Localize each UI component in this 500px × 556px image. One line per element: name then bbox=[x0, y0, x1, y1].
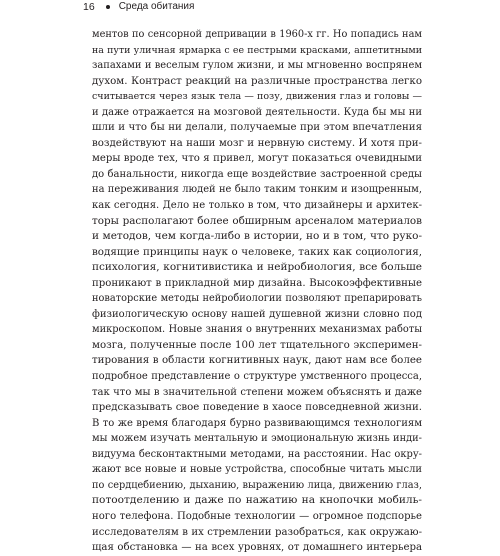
text-line: до банальности, никогда еще воздействие застроенной среды bbox=[92, 168, 422, 180]
running-header bbox=[83, 0, 194, 14]
text-line: В то же время благодаря бурно развивающимся технологиям bbox=[92, 417, 422, 429]
text-line: проникают в прикладной мир дизайна. Высокоэффективные bbox=[92, 277, 422, 289]
text-line: новаторские методы нейробиологии позволяют препарировать bbox=[92, 293, 422, 305]
text-line: как сегодня. Дело не только в том, что дизайнеры и архитек- bbox=[92, 200, 422, 212]
text-line: воздействуют на наши мозг и нервную систему. И хотя при- bbox=[92, 137, 422, 149]
text-line: так что мы в значительной степени можем объяснять и даже bbox=[92, 386, 422, 398]
text-line: мозга, полученные после 100 лет тщательного эксперимен- bbox=[92, 338, 422, 351]
body-text bbox=[92, 27, 422, 556]
running-title: Среда обитания bbox=[118, 1, 195, 12]
text-line: и даже отражается на мозговой деятельности. Куда бы мы ни bbox=[92, 106, 422, 118]
text-line: подробное представление о структуре умственного процесса, bbox=[92, 371, 422, 383]
text-line: мы можем изучать ментальную и эмоциональную жизнь инди- bbox=[92, 433, 422, 445]
text-line: на пути уличная ярмарка с ее пестрыми красками, аппетитными bbox=[92, 44, 422, 56]
text-line: тирования в области когнитивных наук, дают нам все более bbox=[92, 354, 422, 367]
text-line: меры вроде тех, что я привел, могут показаться очевидными bbox=[92, 153, 422, 165]
text-line: духом. Контраст реакций на различные пространства легко bbox=[92, 74, 422, 87]
text-line: щая обстановка — на всех уровнях, от домашнего интерьера bbox=[92, 542, 422, 554]
text-line: водящие принципы наук о человеке, таких как социология, bbox=[92, 245, 422, 258]
bullet-separator-icon bbox=[106, 5, 110, 9]
text-line: шли и что бы ни делали, получаемые при этом впечатления bbox=[92, 122, 422, 134]
text-line: ного телефона. Подобные технологии — огромное подспорье bbox=[92, 510, 422, 522]
text-line: ментов по сенсорной депривации в 1960-х гг. Но попадись нам bbox=[92, 29, 422, 40]
text-line: микроскопом. Новые знания о внутренних механизмах работы bbox=[92, 324, 422, 336]
text-line: исследователям в их стремлении разобраться, как окружаю- bbox=[92, 526, 422, 538]
text-line: торы располагают более обширным арсеналом материалов bbox=[92, 214, 422, 227]
text-line: считывается через язык тела — позу, движения глаз и головы — bbox=[92, 91, 422, 103]
text-line: видуума бесконтактными методами, на расстоянии. Нас окру- bbox=[92, 448, 422, 460]
text-line: физиологическую основу нашей душевной жизни словно под bbox=[92, 308, 422, 320]
text-line: и методов, чем когда-либо в истории, но и в том, что руко- bbox=[92, 230, 422, 243]
text-line: на переживания людей не было таким тонким и изощренным, bbox=[92, 184, 422, 196]
text-line: потоотделению и даже по нажатию на кнопочки мобиль- bbox=[92, 494, 422, 507]
text-line: по сердцебиению, дыханию, выражению лица, движению глаз, bbox=[92, 479, 422, 491]
text-line: предсказывать свое поведение в хаосе повседневной жизни. bbox=[92, 402, 422, 414]
text-line: жают все новые и новые устройства, способные читать мысли bbox=[92, 464, 422, 476]
text-line: запахами и веселым гулом жизни, и мы мгновенно воспрянем bbox=[92, 60, 422, 72]
text-line: психология, когнитивистика и нейробиология, все больше bbox=[92, 261, 422, 274]
page-number: 16 bbox=[83, 1, 95, 13]
